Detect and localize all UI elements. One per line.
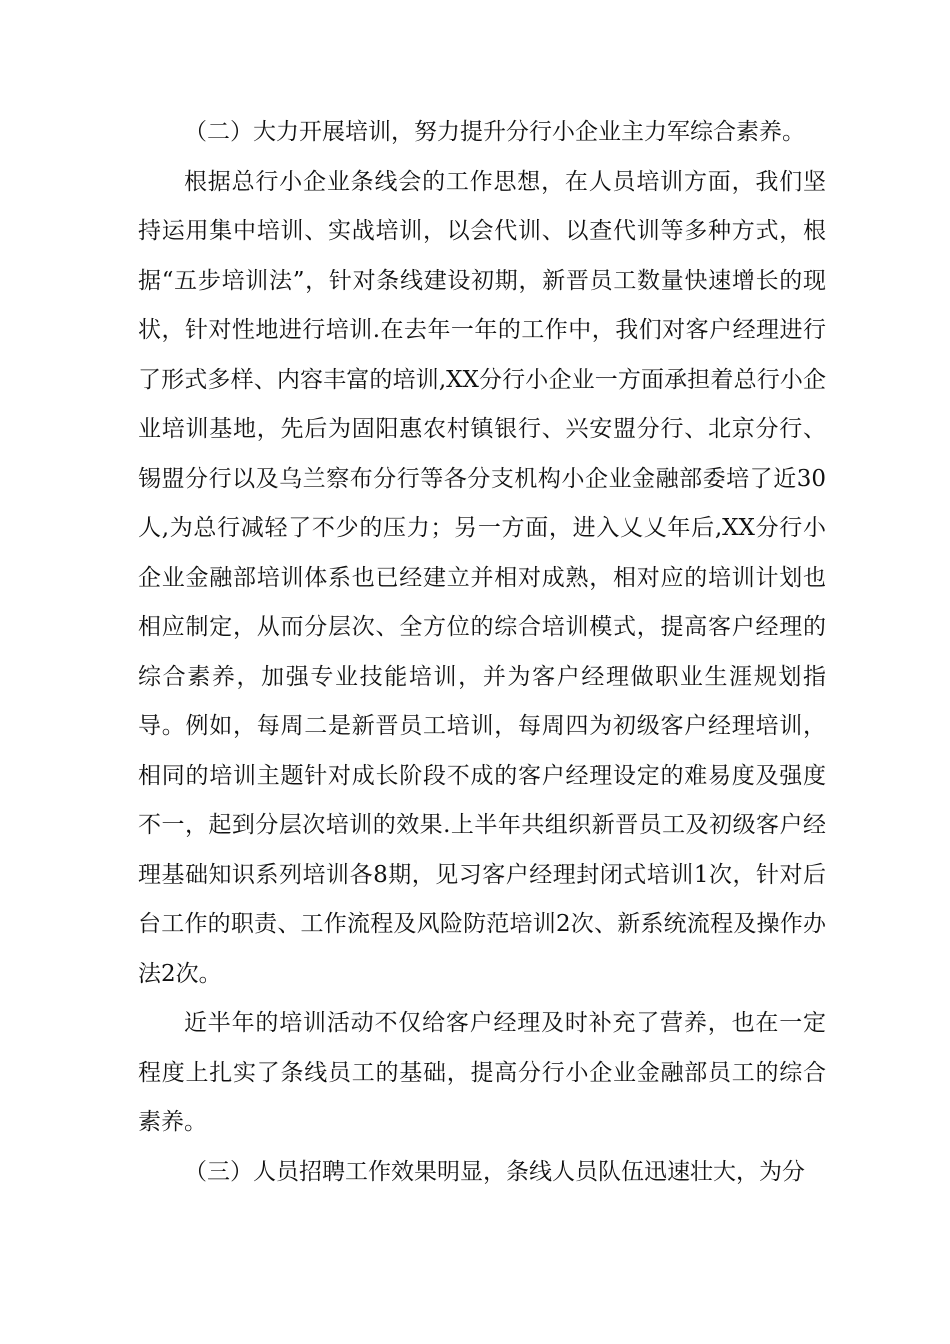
section-heading-three: （三）人员招聘工作效果明显，条线人员队伍迅速壮大，为分: [184, 1158, 805, 1185]
section-heading-two: （二）大力开展培训，努力提升分行小企业主力军综合素养。: [184, 119, 805, 145]
training-summary-paragraph: 近半年的培训活动不仅给客户经理及时补充了营养，也在一定程度上扎实了条线员工的基础，提高分行小企业金融部员工的综合素养。: [138, 1010, 826, 1135]
document-body: [138, 108, 826, 1197]
training-paragraph: 根据总行小企业条线会的工作思想，在人员培训方面，我们坚持运用集中培训、实战培训，以会代训、以查代训等多种方式，根据“五步培训法”，针对条线建设初期，新晋员工数量快速增长的现状，针对性地进行培训.在去年一年的工作中，我们对客户经理进行了形式多样、内容丰富的培训,XX分行小企业一方面承担着总行小企业培训基地，先后为固阳惠农村镇银行、兴安盟分行、北京分行、锡盟分行以及乌兰察布分行等各分支机构小企业金融部委培了近30人,为总行减轻了不少的压力；另一方面，进入乂乂年后,XX分行小企业金融部培训体系也已经建立并相对成熟，相对应的培训计划也相应制定，从而分层次、全方位的综合培训模式，提高客户经理的综合素养，加强专业技能培训，并为客户经理做职业生涯规划指导。例如，每周二是新晋员工培训，每周四为初级客户经理培训，相同的培训主题针对成长阶段不成的客户经理设定的难易度及强度不一，起到分层次培训的效果.上半年共组织新晋员工及初级客户经理基础知识系列培训各8期，见习客户经理封闭式培训1次，针对后台工作的职责、工作流程及风险防范培训2次、新系统流程及操作办法2次。: [138, 168, 826, 987]
